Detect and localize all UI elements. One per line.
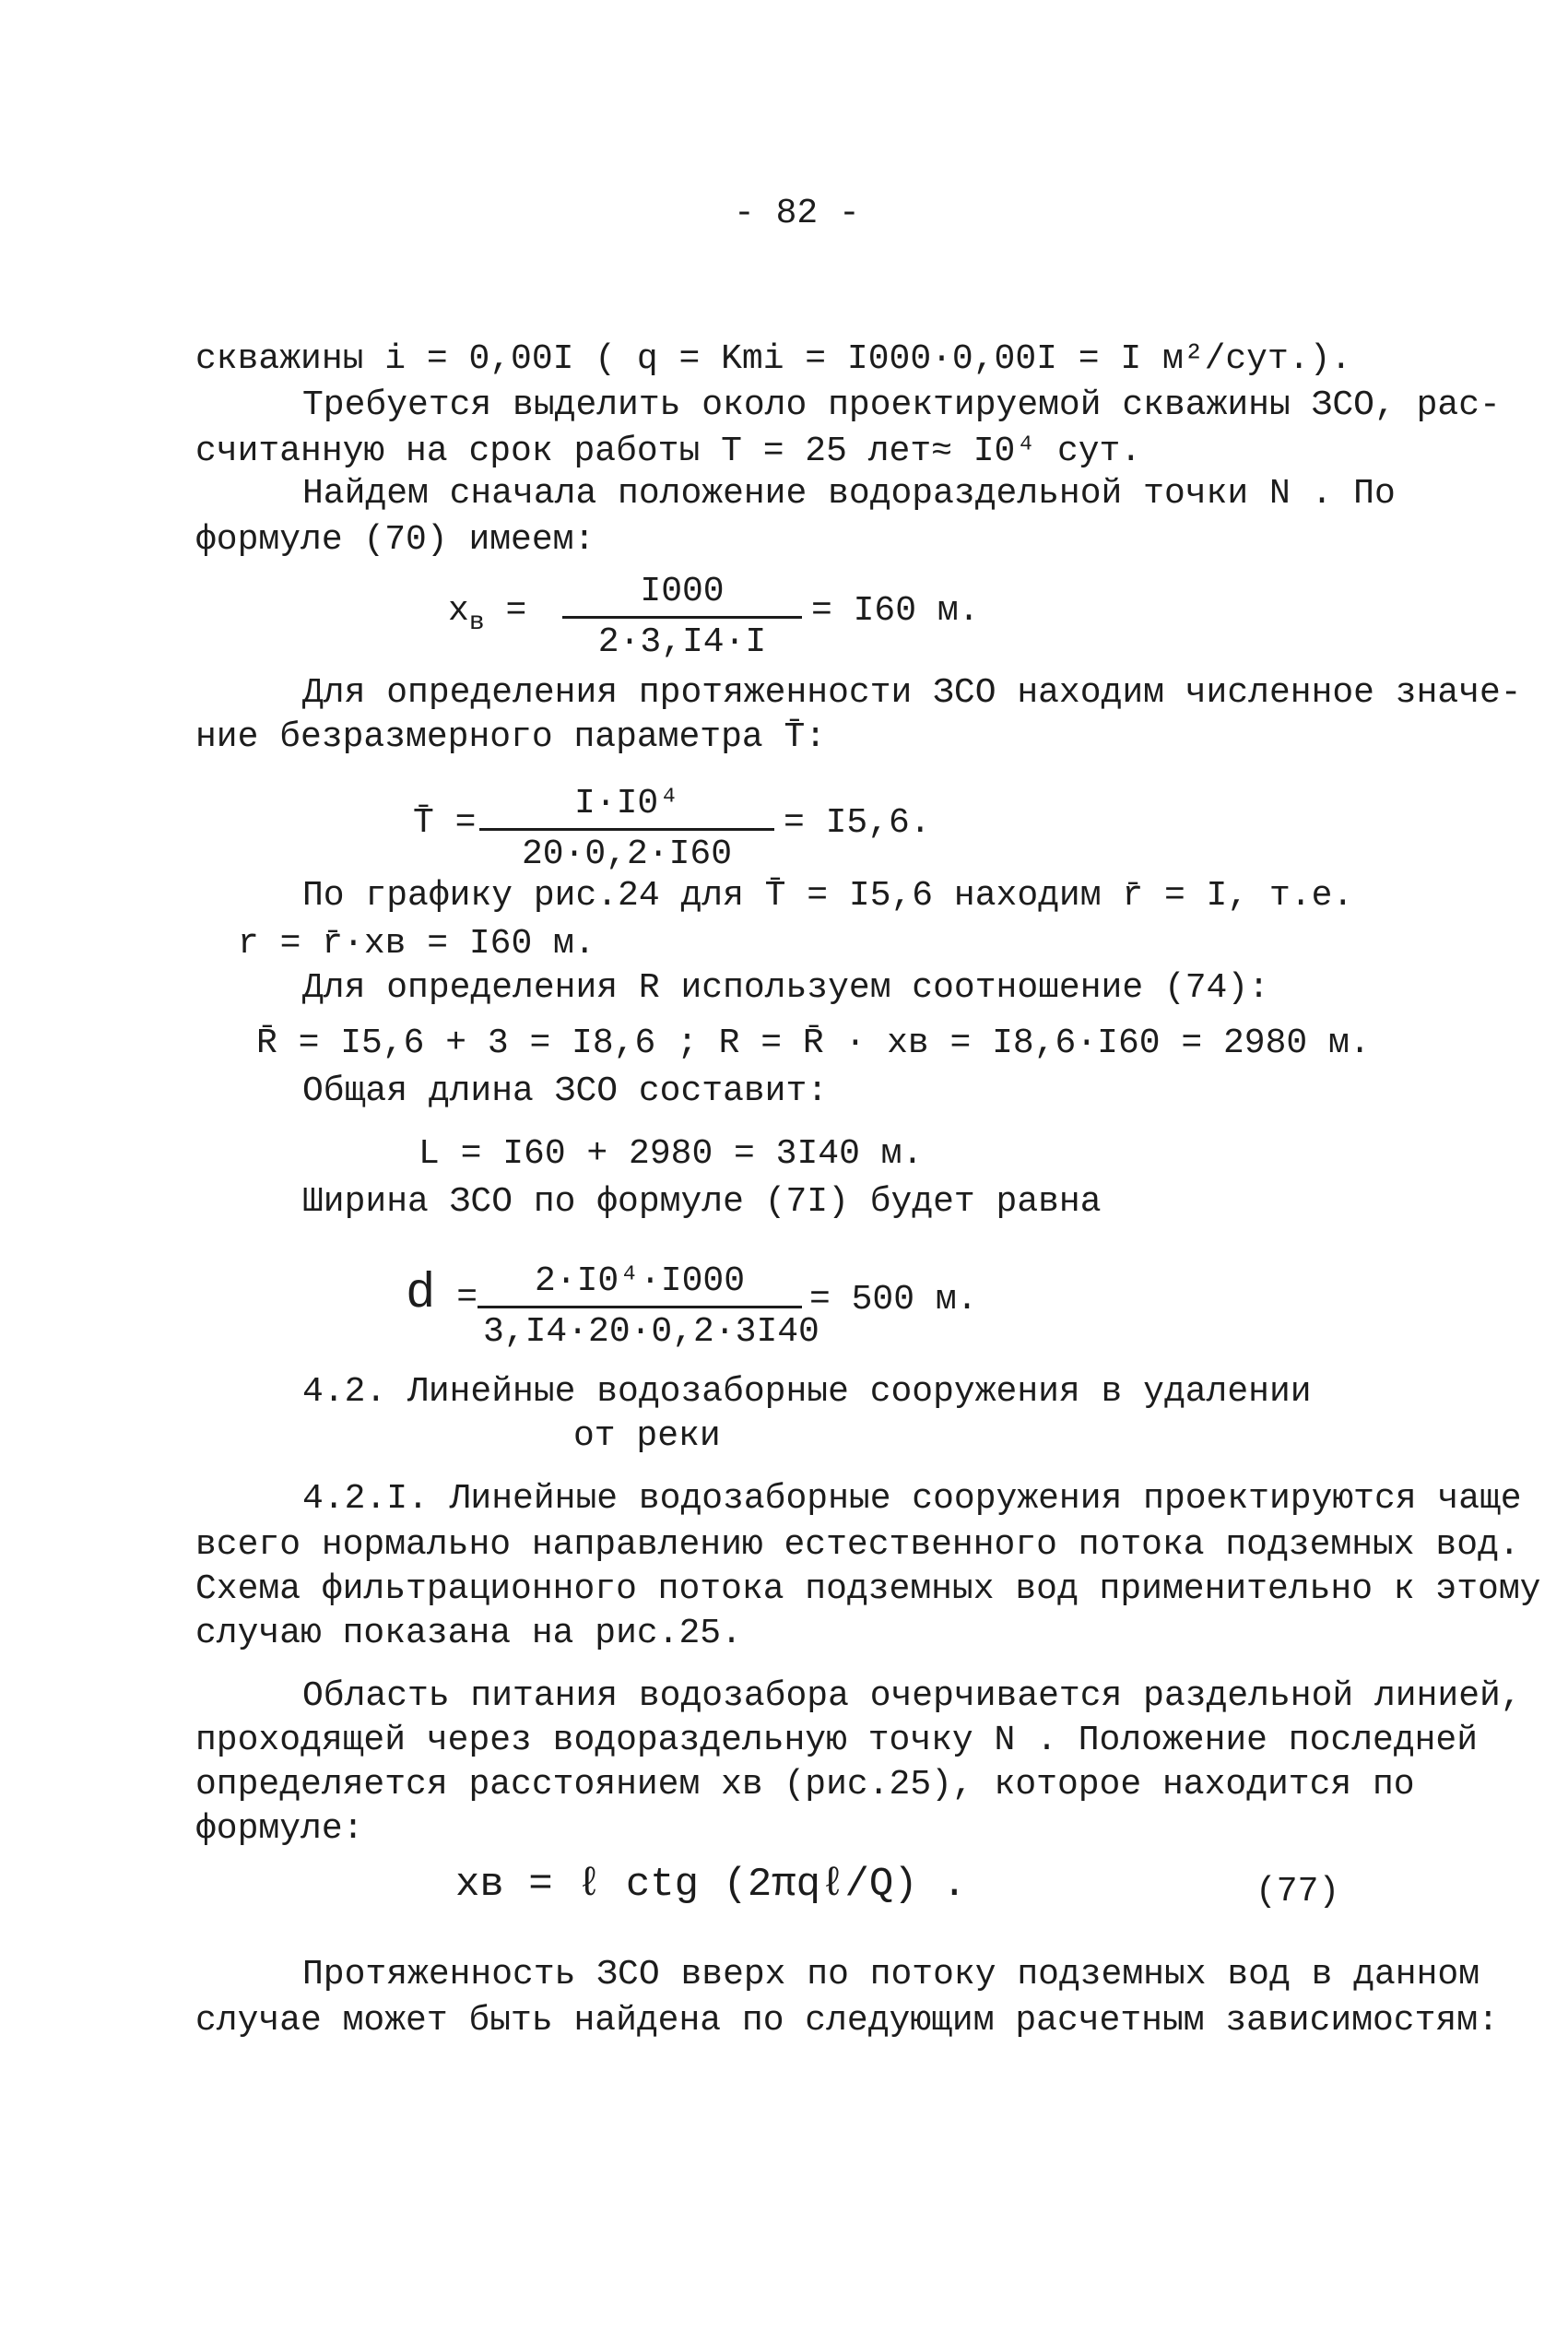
equation-number: (77): [1256, 1872, 1340, 1911]
text-line: Протяженность ЗСО вверх по потоку подземных вод в данном: [302, 1955, 1480, 1994]
text-line: r = r̄·xв = I60 м.: [238, 924, 595, 964]
text-line: проходящей через водораздельную точку N . Положение последней: [195, 1721, 1479, 1760]
fraction-numerator: I·I0⁴: [573, 784, 680, 823]
section-title: от реки: [573, 1416, 721, 1456]
text-line: случаю показана на рис.25.: [195, 1614, 742, 1653]
fraction-denominator: 2·3,I4·I: [597, 622, 767, 662]
text-line: Найдем сначала положение водораздельной точки N . По: [302, 474, 1396, 514]
formula-xb-var: x: [448, 591, 469, 631]
fraction-denominator: 20·0,2·I60: [521, 834, 733, 874]
text-line: По графику рис.24 для T̄ = I5,6 находим r̄ = I, т.е.: [302, 876, 1354, 916]
text-line: Требуется выделить около проектируемой скважины ЗСО, рас-: [302, 385, 1501, 425]
text-line: Для определения протяженности ЗСО находим численное значе-: [302, 673, 1522, 713]
formula-xb-lhs: [448, 587, 526, 647]
text-line: Для определения R используем соотношение (74):: [302, 968, 1269, 1008]
formula-d-var: d: [406, 1266, 436, 1322]
text-line: всего нормально направлению естественного потока подземных вод.: [195, 1525, 1520, 1565]
text-line: скважины i = 0,00I ( q = Kmi = I000·0,00I = I м²/сут.).: [195, 339, 1352, 379]
section-title: 4.2. Линейные водозаборные сооружения в удалении: [302, 1372, 1312, 1412]
formula-d-rhs: = 500 м.: [809, 1280, 978, 1319]
text-line: формуле:: [195, 1809, 364, 1849]
text-line: Ширина ЗСО по формуле (7I) будет равна: [302, 1182, 1102, 1222]
fraction-numerator: I000: [640, 572, 725, 611]
text-line: считанную на срок работы T = 25 лет≈ I0⁴ сут.: [195, 432, 1142, 471]
text-line: Схема фильтрационного потока подземных вод применительно к этому: [195, 1569, 1541, 1609]
fraction-denominator: 3,I4·20·0,2·3I40: [483, 1312, 819, 1352]
text-line: формуле (70) имеем:: [195, 520, 595, 560]
formula-d-eq: =: [456, 1278, 478, 1318]
text-line: случае может быть найдена по следующим расчетным зависимостям:: [195, 2001, 1499, 2041]
text-line: ние безразмерного параметра T̄:: [195, 717, 827, 757]
text-line: определяется расстоянием xв (рис.25), которое находится по: [195, 1765, 1415, 1804]
text-line: Общая длина ЗСО составит:: [302, 1071, 829, 1111]
formula-xb-eq: =: [505, 591, 527, 631]
formula-L: L = I60 + 2980 = 3I40 м.: [419, 1134, 924, 1174]
formula-xb-fraction: [562, 568, 802, 667]
formula-xb-rhs: = I60 м.: [811, 591, 980, 631]
page-number: - 82 -: [734, 194, 860, 233]
formula-T-rhs: = I5,6.: [784, 803, 931, 843]
text-line: Область питания водозабора очерчивается раздельной линией,: [302, 1676, 1522, 1716]
formula-d-lhs: [406, 1266, 478, 1322]
formula-77: xв = ℓ ctg (2πqℓ/Q) .: [455, 1862, 967, 1908]
formula-d-fraction: [477, 1258, 819, 1356]
text-line: 4.2.I. Линейные водозаборные сооружения проектируются чаще: [302, 1479, 1522, 1519]
formula-R: R̄ = I5,6 + 3 = I8,6 ; R = R̄ · xв = I8,6·I60 = 2980 м.: [256, 1024, 1371, 1063]
formula-T-fraction: [479, 780, 774, 879]
formula-xb-subscript: в: [468, 609, 485, 637]
fraction-numerator: 2·I0⁴·I000: [534, 1261, 746, 1301]
formula-T-lhs: T̄ =: [413, 803, 477, 843]
